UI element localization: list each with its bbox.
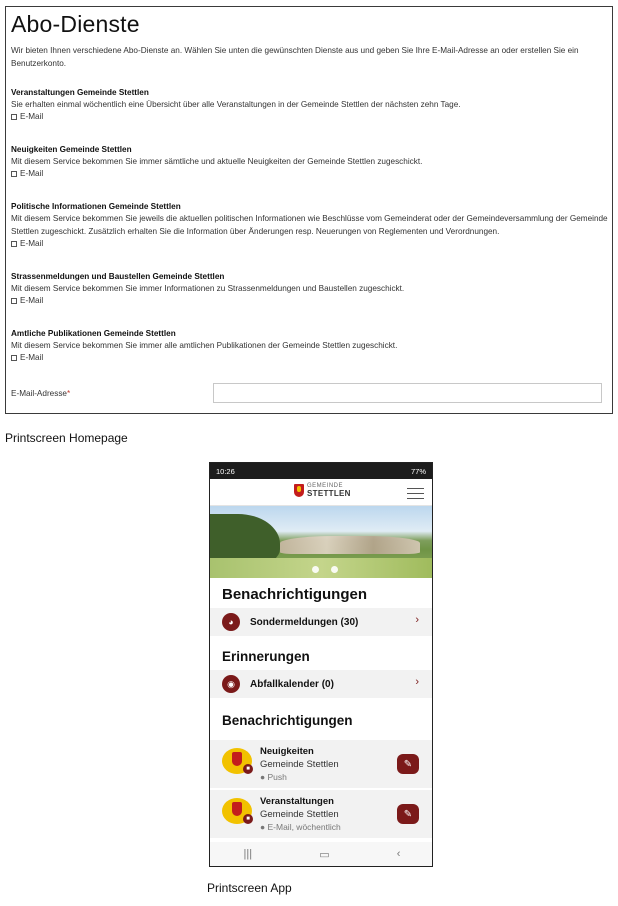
website-screenshot — [5, 6, 613, 414]
caption-homepage: Printscreen Homepage — [5, 431, 128, 445]
checkbox-label: E-Mail — [20, 296, 44, 305]
logo-text-bottom: STETTLEN — [307, 489, 351, 498]
carousel-dots[interactable] — [312, 566, 338, 573]
android-nav-bar — [210, 842, 433, 866]
notification-title: Neuigkeiten — [260, 746, 314, 757]
row-label: Abfallkalender (0) — [250, 678, 334, 690]
section-title: Benachrichtigungen — [222, 586, 368, 603]
email-checkbox[interactable] — [11, 352, 611, 364]
notification-channel — [260, 772, 287, 782]
service-title: Strassenmeldungen und Baustellen Gemeinde Stettlen — [11, 272, 225, 281]
service-amtliche-publikationen — [11, 328, 611, 364]
app-header — [210, 479, 432, 506]
calendar-badge-icon: ■ — [243, 814, 253, 824]
caption-app: Printscreen App — [207, 881, 292, 895]
intro-text: Wir bieten Ihnen verschiedene Abo-Dienste an. Wählen Sie unten die gewünschten Dienste aus und geben Sie Ihre E-Mail-Adresse an oder erstellen Sie ein Benutzerkonto. — [11, 46, 579, 68]
coat-of-arms-icon — [294, 484, 304, 497]
notification-channel — [260, 822, 341, 832]
required-marker: * — [66, 389, 71, 398]
back-icon[interactable]: ‹ — [396, 848, 401, 860]
battery-status: 77% — [410, 466, 426, 476]
service-title: Politische Informationen Gemeinde Stettlen — [11, 202, 181, 211]
service-title: Amtliche Publikationen Gemeinde Stettlen — [11, 329, 176, 338]
checkbox-label: E-Mail — [20, 112, 44, 121]
notification-subtitle: Gemeinde Stettlen — [260, 809, 339, 820]
notification-title: Veranstaltungen — [260, 796, 334, 807]
service-description: Mit diesem Service bekommen Sie immer alle amtlichen Publikationen der Gemeinde Stettlen zugeschickt. — [11, 341, 398, 350]
edit-pencil-icon[interactable]: ✎ — [397, 754, 419, 774]
service-description: Sie erhalten einmal wöchentlich eine Übersicht über alle Veranstaltungen in der Gemeinde Stettlen der nächsten zehn Tage. — [11, 100, 461, 109]
checkbox-box[interactable] — [11, 171, 17, 177]
email-input[interactable] — [213, 383, 602, 403]
service-veranstaltungen — [11, 87, 611, 123]
checkbox-box[interactable] — [11, 114, 17, 120]
service-strassenmeldungen — [11, 271, 611, 307]
channel-text: E-Mail, wöchentlich — [267, 822, 341, 832]
channel-text: Push — [267, 772, 287, 782]
checkbox-label: E-Mail — [20, 169, 44, 178]
home-icon[interactable]: ▭ — [319, 848, 330, 861]
status-time: 10:26 — [216, 466, 235, 476]
section-title: Erinnerungen — [222, 649, 310, 664]
email-checkbox[interactable] — [11, 168, 611, 180]
notification-subtitle: Gemeinde Stettlen — [260, 759, 339, 770]
checkbox-label: E-Mail — [20, 353, 44, 362]
email-checkbox[interactable] — [11, 295, 611, 307]
service-neuigkeiten — [11, 144, 611, 180]
logo-text-top: GEMEINDE — [307, 483, 344, 489]
service-description: Mit diesem Service bekommen Sie immer Informationen zu Strassenmeldungen und Baustellen zugeschickt. — [11, 284, 405, 293]
section-title: Benachrichtigungen — [222, 713, 353, 728]
page-title: Abo-Dienste — [11, 11, 140, 37]
bell-icon: ● — [260, 772, 268, 782]
service-title: Veranstaltungen Gemeinde Stettlen — [11, 88, 149, 97]
service-description: Mit diesem Service bekommen Sie jeweils die aktuellen politischen Informationen wie Beschlüsse vom Gemeinderat oder der Gemeindeversammlung der Gemeinde Stettlen zugeschickt. Zusätzlich erhalten Sie die Information über Änderungen resp. Neuerungen von Reglementen und Verordnungen. — [11, 214, 608, 236]
notification-item[interactable] — [210, 740, 432, 788]
chevron-right-icon: › — [415, 676, 419, 688]
news-badge-icon: ■ — [243, 764, 253, 774]
service-title: Neuigkeiten Gemeinde Stettlen — [11, 145, 132, 154]
broadcast-icon: ◕ — [222, 613, 240, 631]
recent-apps-icon[interactable]: ||| — [243, 848, 253, 860]
email-label-text: E-Mail-Adresse — [11, 389, 67, 398]
sondermeldungen-row[interactable] — [210, 608, 432, 636]
hamburger-menu-icon[interactable] — [407, 488, 424, 499]
service-description: Mit diesem Service bekommen Sie immer sämtliche und aktuelle Neuigkeiten der Gemeinde Stettlen zugeschickt. — [11, 157, 423, 166]
app-screenshot — [209, 462, 433, 867]
chevron-right-icon: › — [415, 614, 419, 626]
gemeinde-logo[interactable] — [294, 482, 351, 498]
checkbox-box[interactable] — [11, 355, 17, 361]
service-politische-informationen — [11, 201, 611, 250]
bell-icon: ● — [260, 822, 268, 832]
edit-pencil-icon[interactable]: ✎ — [397, 804, 419, 824]
email-checkbox[interactable] — [11, 111, 611, 123]
email-checkbox[interactable] — [11, 238, 611, 250]
bell-icon: ◉ — [222, 675, 240, 693]
checkbox-label: E-Mail — [20, 239, 44, 248]
email-label — [11, 389, 70, 398]
notification-item[interactable] — [210, 790, 432, 838]
checkbox-box[interactable] — [11, 298, 17, 304]
checkbox-box[interactable] — [11, 241, 17, 247]
hero-image — [210, 506, 432, 578]
abfallkalender-row[interactable] — [210, 670, 432, 698]
row-label: Sondermeldungen (30) — [250, 616, 359, 628]
status-bar — [210, 463, 432, 479]
